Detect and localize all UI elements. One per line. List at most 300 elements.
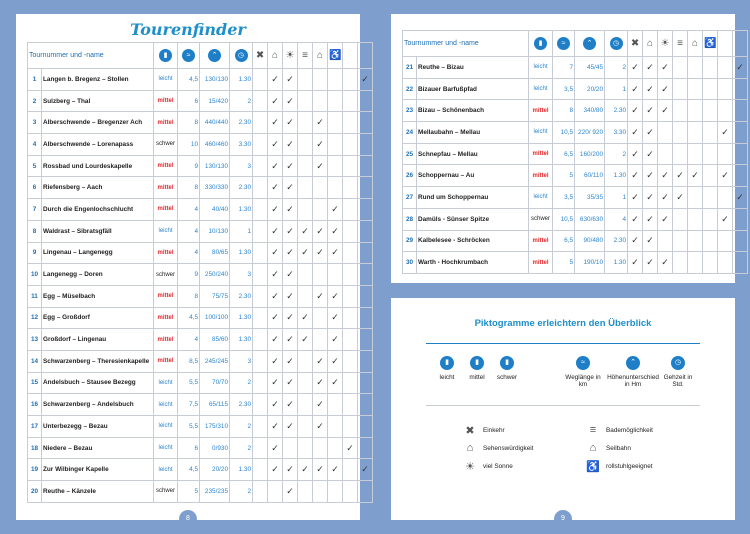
feature-check	[658, 122, 673, 144]
feature-check: ✓	[658, 208, 673, 230]
feature-check	[253, 394, 268, 416]
difficulty: leicht	[529, 78, 553, 100]
feature-check	[688, 143, 703, 165]
legend-symbol: ♿ rollstuhlgeeignet	[584, 460, 653, 473]
table-row	[28, 177, 373, 199]
duration-hours: 1.30	[605, 252, 628, 274]
elevation-hm: 75/75	[200, 285, 230, 307]
feature-check	[253, 437, 268, 459]
tour-name: Warth - Hochkrumbach	[417, 252, 529, 274]
distance-km: 6,5	[553, 143, 575, 165]
feature-check: ✓	[283, 242, 298, 264]
feature-check	[688, 230, 703, 252]
distance-km: 4,5	[178, 69, 200, 91]
tour-number: 5	[28, 155, 42, 177]
feature-check	[358, 372, 373, 394]
tour-name: Langenegg – Doren	[42, 264, 154, 286]
feature-check	[313, 177, 328, 199]
feature-check: ✓	[283, 177, 298, 199]
legend-symbol: ⌂ Seilbahn	[584, 442, 631, 454]
feature-check: ✓	[283, 307, 298, 329]
elevation-hm: 85/60	[200, 329, 230, 351]
feature-check	[703, 100, 718, 122]
distance-km: 6	[178, 437, 200, 459]
feature-check: ✓	[328, 307, 343, 329]
difficulty: mittel	[154, 329, 178, 351]
feature-check	[328, 155, 343, 177]
feature-check	[298, 155, 313, 177]
time-icon: ◷	[671, 356, 685, 370]
feature-check: ✓	[313, 416, 328, 438]
tour-name: Durch die Engenlochschlucht	[42, 199, 154, 221]
distance-icon: ≈	[576, 356, 590, 370]
duration-hours: 4	[605, 208, 628, 230]
feature-check	[358, 112, 373, 134]
table-row	[28, 416, 373, 438]
duration-hours: 3	[230, 264, 253, 286]
difficulty: schwer	[154, 134, 178, 156]
feature-check	[298, 134, 313, 156]
feature-check	[343, 264, 358, 286]
feature-check: ✓	[358, 69, 373, 91]
duration-hours: 2	[230, 481, 253, 503]
tour-name: Andelsbuch – Stausee Bezegg	[42, 372, 154, 394]
feature-check: ✓	[268, 90, 283, 112]
distance-km: 7	[553, 57, 575, 79]
duration-hours: 1	[605, 78, 628, 100]
feature-check	[343, 372, 358, 394]
feature-check: ✓	[283, 134, 298, 156]
table-row	[28, 220, 373, 242]
feature-check: ✓	[313, 459, 328, 481]
distance-km: 8	[178, 112, 200, 134]
tour-name: Kalbelesee - Schröcken	[417, 230, 529, 252]
distance-km: 10	[178, 134, 200, 156]
distance-icon: ≈	[182, 49, 195, 62]
feature-check: ✓	[283, 264, 298, 286]
distance-km: 9	[178, 155, 200, 177]
feature-check	[298, 416, 313, 438]
feature-check	[343, 242, 358, 264]
feature-check	[688, 100, 703, 122]
duration-hours: 2	[605, 57, 628, 79]
distance-km: 6	[178, 90, 200, 112]
duration-hours: 2	[605, 143, 628, 165]
tour-number: 22	[403, 78, 417, 100]
table-row	[28, 199, 373, 221]
duration-hours: 2	[230, 416, 253, 438]
feature-check	[298, 437, 313, 459]
tour-name: Rund um Schoppernau	[417, 187, 529, 209]
legend-symbol: ⌂ Sehenswürdigkeit	[461, 442, 533, 454]
difficulty: mittel	[154, 90, 178, 112]
feature-check	[358, 307, 373, 329]
distance-km: 9	[178, 264, 200, 286]
distance-km: 8	[178, 177, 200, 199]
duration-hours: 2.30	[230, 394, 253, 416]
duration-hours: 1.30	[605, 165, 628, 187]
feature-check	[253, 155, 268, 177]
difficulty: mittel	[154, 242, 178, 264]
feature-check: ✓	[298, 220, 313, 242]
legend-schwer: ▮ schwer	[494, 356, 520, 381]
feature-check	[343, 155, 358, 177]
feature-check	[718, 100, 733, 122]
feature-check	[703, 252, 718, 274]
elevation-hm: 245/245	[200, 350, 230, 372]
elevation-hm: 250/240	[200, 264, 230, 286]
feature-check	[298, 177, 313, 199]
feature-check: ✓	[328, 459, 343, 481]
difficulty-icon: ▮	[534, 37, 547, 50]
difficulty-icon: ▮	[159, 49, 172, 62]
feature-check: ✓	[298, 307, 313, 329]
feature-check: ✓	[673, 165, 688, 187]
feature-check	[253, 481, 268, 503]
feature-check	[343, 69, 358, 91]
feature-check: ✓	[283, 350, 298, 372]
elevation-hm: 160/200	[575, 143, 605, 165]
feature-check: ✓	[283, 394, 298, 416]
feature-check	[343, 481, 358, 503]
feature-check: ✓	[658, 57, 673, 79]
feature-check	[673, 143, 688, 165]
feature-check	[328, 481, 343, 503]
tour-name: Schwarzenberg – Theresienkapelle	[42, 350, 154, 372]
elevation-hm: 190/10	[575, 252, 605, 274]
feature-check	[253, 459, 268, 481]
feature-check: ✓	[643, 143, 658, 165]
feature-check: ✓	[268, 307, 283, 329]
feature-check	[313, 481, 328, 503]
feature-check	[313, 437, 328, 459]
landmark-icon: ⌂	[646, 38, 654, 49]
feature-check	[673, 230, 688, 252]
difficulty-low-icon: ▮	[440, 356, 454, 370]
feature-check	[343, 416, 358, 438]
divider	[426, 343, 700, 344]
divider	[426, 405, 700, 406]
feature-check	[343, 134, 358, 156]
feature-check	[313, 307, 328, 329]
feature-check: ✓	[718, 122, 733, 144]
feature-check	[328, 264, 343, 286]
feature-check	[313, 90, 328, 112]
feature-check	[298, 112, 313, 134]
feature-check	[358, 437, 373, 459]
feature-check: ✓	[268, 112, 283, 134]
feature-check: ✓	[313, 112, 328, 134]
elevation-hm: 175/310	[200, 416, 230, 438]
tour-rows-right	[403, 57, 748, 274]
feature-check	[358, 350, 373, 372]
tour-name: Bizauer Barfußpfad	[417, 78, 529, 100]
feature-check	[313, 264, 328, 286]
sun-icon: ☀	[465, 461, 475, 473]
feature-check: ✓	[658, 78, 673, 100]
duration-hours: 3	[230, 155, 253, 177]
feature-check: ✓	[298, 459, 313, 481]
difficulty: leicht	[154, 459, 178, 481]
feature-check: ✓	[268, 350, 283, 372]
feature-check: ✓	[628, 208, 643, 230]
difficulty: mittel	[154, 155, 178, 177]
tour-number: 7	[28, 199, 42, 221]
elevation-hm: 130/130	[200, 155, 230, 177]
table-row	[403, 208, 748, 230]
elevation-hm: 440/440	[200, 112, 230, 134]
tour-number: 28	[403, 208, 417, 230]
feature-check: ✓	[268, 220, 283, 242]
elevation-hm: 0/930	[200, 437, 230, 459]
tour-number: 6	[28, 177, 42, 199]
elevation-hm: 20/20	[200, 459, 230, 481]
duration-hours: 3.30	[230, 134, 253, 156]
feature-check	[253, 90, 268, 112]
feature-check	[313, 199, 328, 221]
feature-check: ✓	[283, 329, 298, 351]
tour-table-left	[27, 42, 373, 503]
table-row	[28, 264, 373, 286]
feature-check	[253, 416, 268, 438]
difficulty-medium-icon: ▮	[470, 356, 484, 370]
feature-check: ✓	[283, 199, 298, 221]
feature-check	[358, 155, 373, 177]
tour-number: 8	[28, 220, 42, 242]
feature-check: ✓	[643, 252, 658, 274]
feature-check: ✓	[283, 481, 298, 503]
table-row	[403, 230, 748, 252]
feature-check	[358, 199, 373, 221]
tour-number: 20	[28, 481, 42, 503]
distance-km: 5	[553, 252, 575, 274]
feature-check: ✓	[643, 57, 658, 79]
feature-check: ✓	[628, 57, 643, 79]
tour-number: 19	[28, 459, 42, 481]
feature-check: ✓	[298, 242, 313, 264]
feature-check: ✓	[628, 100, 643, 122]
feature-check	[718, 57, 733, 79]
feature-check	[343, 90, 358, 112]
feature-check: ✓	[673, 187, 688, 209]
feature-check: ✓	[658, 165, 673, 187]
difficulty: leicht	[154, 372, 178, 394]
wheelchair-icon: ♿	[586, 461, 600, 473]
right-page-table	[391, 14, 744, 283]
tour-number: 11	[28, 285, 42, 307]
elevation-hm: 60/110	[575, 165, 605, 187]
feature-check: ✓	[628, 143, 643, 165]
distance-km: 3,5	[553, 78, 575, 100]
table-row	[403, 143, 748, 165]
table-row	[403, 78, 748, 100]
feature-check: ✓	[313, 394, 328, 416]
feature-check: ✓	[328, 329, 343, 351]
elevation-hm: 10/130	[200, 220, 230, 242]
feature-check: ✓	[298, 329, 313, 351]
feature-check	[718, 78, 733, 100]
fork-knife-icon: ✖	[465, 425, 475, 437]
tour-name: Unterbezegg – Bezau	[42, 416, 154, 438]
table-row	[28, 307, 373, 329]
table-row	[28, 285, 373, 307]
feature-check	[733, 78, 748, 100]
feature-check	[673, 78, 688, 100]
landmark-icon: ⌂	[466, 442, 474, 454]
tour-name: Alberschwende – Lorenapass	[42, 134, 154, 156]
feature-check	[688, 187, 703, 209]
feature-check	[673, 57, 688, 79]
table-row	[28, 350, 373, 372]
feature-check: ✓	[643, 187, 658, 209]
feature-check	[343, 329, 358, 351]
feature-check	[733, 230, 748, 252]
feature-check: ✓	[643, 208, 658, 230]
duration-hours: 2.30	[605, 230, 628, 252]
difficulty: schwer	[529, 208, 553, 230]
feature-check	[343, 307, 358, 329]
elevation-icon: ⌃	[208, 49, 221, 62]
feature-check: ✓	[628, 122, 643, 144]
table-row	[28, 437, 373, 459]
table-row	[28, 134, 373, 156]
tour-name: Schwarzenberg – Andelsbuch	[42, 394, 154, 416]
tour-number: 21	[403, 57, 417, 79]
feature-check	[703, 187, 718, 209]
difficulty: leicht	[529, 122, 553, 144]
duration-hours: 1.30	[230, 459, 253, 481]
feature-check	[313, 69, 328, 91]
tour-number: 3	[28, 112, 42, 134]
feature-check	[298, 264, 313, 286]
feature-check: ✓	[328, 350, 343, 372]
feature-check	[733, 122, 748, 144]
tour-number: 25	[403, 143, 417, 165]
feature-check	[358, 416, 373, 438]
legend-symbol: ☀ viel Sonne	[461, 460, 513, 473]
feature-check	[313, 329, 328, 351]
tour-number: 17	[28, 416, 42, 438]
tour-name: Riefensberg – Aach	[42, 177, 154, 199]
difficulty: mittel	[154, 177, 178, 199]
duration-hours: 3	[230, 350, 253, 372]
feature-check: ✓	[268, 437, 283, 459]
feature-check: ✓	[313, 134, 328, 156]
feature-check: ✓	[628, 252, 643, 274]
feature-check: ✓	[268, 199, 283, 221]
tour-name: Langen b. Bregenz – Stollen	[42, 69, 154, 91]
feature-check: ✓	[628, 230, 643, 252]
feature-check: ✓	[628, 187, 643, 209]
feature-check: ✓	[328, 285, 343, 307]
feature-check	[688, 208, 703, 230]
elevation-hm: 460/460	[200, 134, 230, 156]
feature-check	[718, 143, 733, 165]
feature-check	[358, 394, 373, 416]
duration-hours: 2.30	[230, 112, 253, 134]
feature-check	[733, 165, 748, 187]
tour-number: 1	[28, 69, 42, 91]
difficulty-high-icon: ▮	[500, 356, 514, 370]
feature-check	[268, 481, 283, 503]
feature-check: ✓	[313, 155, 328, 177]
tour-number: 13	[28, 329, 42, 351]
feature-check	[658, 230, 673, 252]
distance-km: 7,5	[178, 394, 200, 416]
feature-check	[718, 187, 733, 209]
time-icon: ◷	[610, 37, 623, 50]
feature-check	[688, 252, 703, 274]
distance-km: 4	[178, 199, 200, 221]
feature-check: ✓	[283, 69, 298, 91]
tour-name: Alberschwende – Bregenzer Ach	[42, 112, 154, 134]
feature-check: ✓	[718, 165, 733, 187]
tour-number: 27	[403, 187, 417, 209]
feature-check	[358, 90, 373, 112]
feature-check	[688, 57, 703, 79]
tour-number: 29	[403, 230, 417, 252]
feature-check: ✓	[358, 459, 373, 481]
tour-name: Rossbad und Lourdeskapelle	[42, 155, 154, 177]
difficulty: leicht	[154, 69, 178, 91]
feature-check	[298, 481, 313, 503]
difficulty: leicht	[154, 220, 178, 242]
feature-check: ✓	[658, 187, 673, 209]
feature-check	[328, 112, 343, 134]
elevation-hm: 15/420	[200, 90, 230, 112]
feature-check	[658, 143, 673, 165]
elevation-hm: 235/235	[200, 481, 230, 503]
feature-check: ✓	[313, 372, 328, 394]
feature-check: ✓	[733, 57, 748, 79]
duration-hours: 1.30	[230, 69, 253, 91]
distance-km: 4	[178, 329, 200, 351]
feature-check: ✓	[268, 372, 283, 394]
feature-check: ✓	[343, 437, 358, 459]
feature-check	[298, 90, 313, 112]
difficulty: mittel	[529, 252, 553, 274]
elevation-hm: 90/480	[575, 230, 605, 252]
difficulty: schwer	[154, 481, 178, 503]
tour-name: Egg – Müselbach	[42, 285, 154, 307]
difficulty: leicht	[154, 416, 178, 438]
cable-car-icon: ⌂	[691, 38, 699, 49]
table-row	[28, 242, 373, 264]
feature-check	[253, 112, 268, 134]
feature-check: ✓	[268, 134, 283, 156]
duration-hours: 2.30	[230, 177, 253, 199]
tour-number: 18	[28, 437, 42, 459]
feature-check	[703, 208, 718, 230]
feature-check	[298, 372, 313, 394]
tour-name: Niedere – Bezau	[42, 437, 154, 459]
tour-number: 23	[403, 100, 417, 122]
feature-check	[253, 329, 268, 351]
feature-check	[358, 329, 373, 351]
cable-car-icon: ⌂	[589, 442, 597, 454]
distance-km: 5	[178, 481, 200, 503]
feature-check	[253, 285, 268, 307]
feature-check	[358, 285, 373, 307]
elevation-hm: 100/100	[200, 307, 230, 329]
tour-number: 30	[403, 252, 417, 274]
feature-check: ✓	[283, 285, 298, 307]
legend-mittel: ▮ mittel	[465, 356, 489, 381]
column-header-name: Tournummer und -name	[28, 43, 154, 69]
feature-check	[283, 437, 298, 459]
feature-check: ✓	[283, 372, 298, 394]
table-row	[28, 112, 373, 134]
